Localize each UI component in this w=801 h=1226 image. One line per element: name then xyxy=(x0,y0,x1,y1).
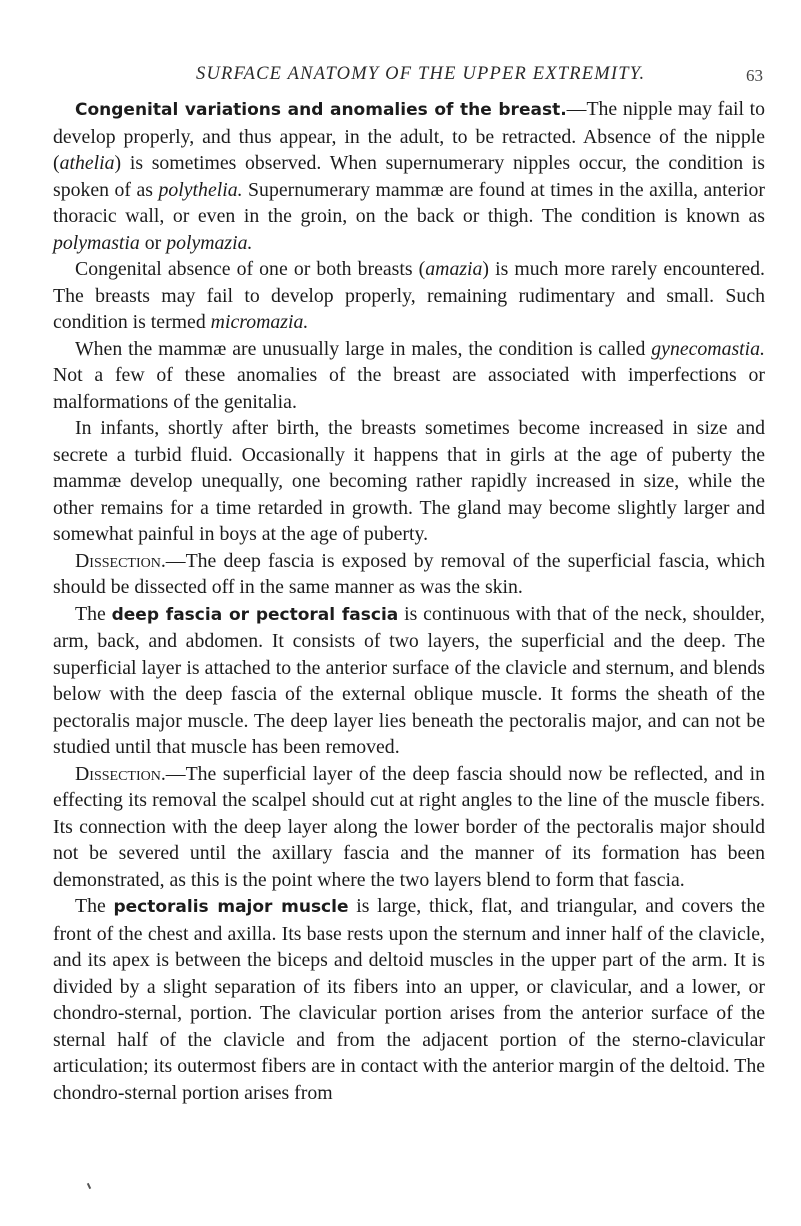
paragraph-deep-fascia xyxy=(53,601,765,761)
paragraph-amazia xyxy=(53,256,765,336)
paragraph-text: or xyxy=(139,231,167,254)
paragraph-text: ) is sometimes observed. When supernumerary nipples occur, the condition is spoken of as xyxy=(53,152,765,201)
term-athelia: athelia xyxy=(59,152,115,174)
section-heading-pectoralis-major: pectoralis major muscle xyxy=(113,897,349,917)
section-heading-deep-fascia: deep fascia or pectoral fascia xyxy=(111,604,399,625)
dissection-label: Dissection. xyxy=(75,762,166,785)
paragraph-text: is large, thick, flat, and triangular, and covers the front of the chest and axilla. Its base rests upon the sternum and inner half of the clavicle, and its apex is between the biceps and deltoid muscles in the upper part of the arm. It is divided by a slight separation of its fibers into an upper, or clavicular, and a lower, or chondro-sternal, portion. The clavicular portion arises from the anterior surface of the sternal half of the clavicle and from the adjacent portion of the sterno-clavicular articulation; its outermost fibers are in contact with the anterior margin of the deltoid. The chondro-sternal portion arises from xyxy=(53,895,765,1104)
paragraph-text: Not a few of these anomalies of the breast are associated with imperfections or malformations of the genitalia. xyxy=(53,364,765,413)
paragraph-text: —The nipple may fail to develop properly, and thus appear, in the adult, to be retracted. Absence of the nipple ( xyxy=(53,98,765,174)
running-head-title: SURFACE ANATOMY OF THE UPPER EXTREMITY. xyxy=(196,64,646,84)
paragraph-text: ) is much more rarely encountered. The breasts may fail to develop properly, remaining rudimentary and small. Such condition is termed xyxy=(53,258,765,333)
dissection-label: Dissection. xyxy=(75,549,166,572)
paragraph-dissection-1 xyxy=(53,548,765,601)
term-amazia: amazia xyxy=(425,258,483,280)
paragraph-text: —The deep fascia is exposed by removal of the superficial fascia, which should be dissected off in the same manner as was the skin. xyxy=(53,549,765,598)
paragraph-text: Congenital absence of one or both breasts ( xyxy=(75,258,426,280)
print-speck xyxy=(87,1183,91,1189)
term-gynecomastia: gynecomastia. xyxy=(651,337,765,360)
paragraph-text: The xyxy=(75,602,112,625)
paragraph-text: is continuous with that of the neck, shoulder, arm, back, and abdomen. It consists of two layers, the superficial and the deep. The superficial layer is attached to the anterior surface of the clavicle and sternum, and blends below with the deep fascia of the external oblique muscle. It forms the sheath of the pectoralis major muscle. The deep layer lies beneath the pectoralis major, and can not be studied until that muscle has been removed. xyxy=(53,602,766,758)
page-number: 63 xyxy=(746,66,763,85)
paragraph-text: —The superficial layer of the deep fascia should now be reflected, and in effecting its removal the scalpel should cut at right angles to the line of the muscle fibers. Its connection with the deep layer along the lower border of the pectoralis major should not be severed until the axillary fascia and the manner of its formation has been demonstrated, as this is the point where the two layers blend to form that fascia. xyxy=(53,762,765,891)
paragraph-congenital-variations xyxy=(53,96,765,256)
paragraph-dissection-2 xyxy=(53,761,765,894)
paragraph-text: When the mammæ are unusually large in males, the condition is called xyxy=(75,337,652,360)
section-heading-congenital-variations: Congenital variations and anomalies of the breast. xyxy=(75,100,567,120)
paragraph-text: Supernumerary mammæ are found at times in the axilla, anterior thoracic wall, or even in the groin, on the back or thigh. The condition is known as xyxy=(53,178,765,227)
paragraph-gynecomastia xyxy=(53,336,765,416)
term-micromazia: micromazia. xyxy=(210,311,309,333)
paragraph-infants: In infants, shortly after birth, the breasts sometimes become increased in size and secrete a turbid fluid. Occasionally it happens that in girls at the age of puberty the mammæ develop unequally, one becoming rather rapidly increased in size, while the other remains for a time retarded in growth. The gland may become slightly larger and somewhat painful in boys at the age of puberty. xyxy=(53,417,765,545)
term-polymastia: polymastia xyxy=(53,231,140,254)
paragraph-text: The xyxy=(75,895,114,917)
term-polymazia: polymazia. xyxy=(166,231,253,254)
paragraph-pectoralis-major xyxy=(53,893,765,1106)
body-text xyxy=(53,96,765,1106)
term-polythelia: polythelia. xyxy=(158,178,243,201)
